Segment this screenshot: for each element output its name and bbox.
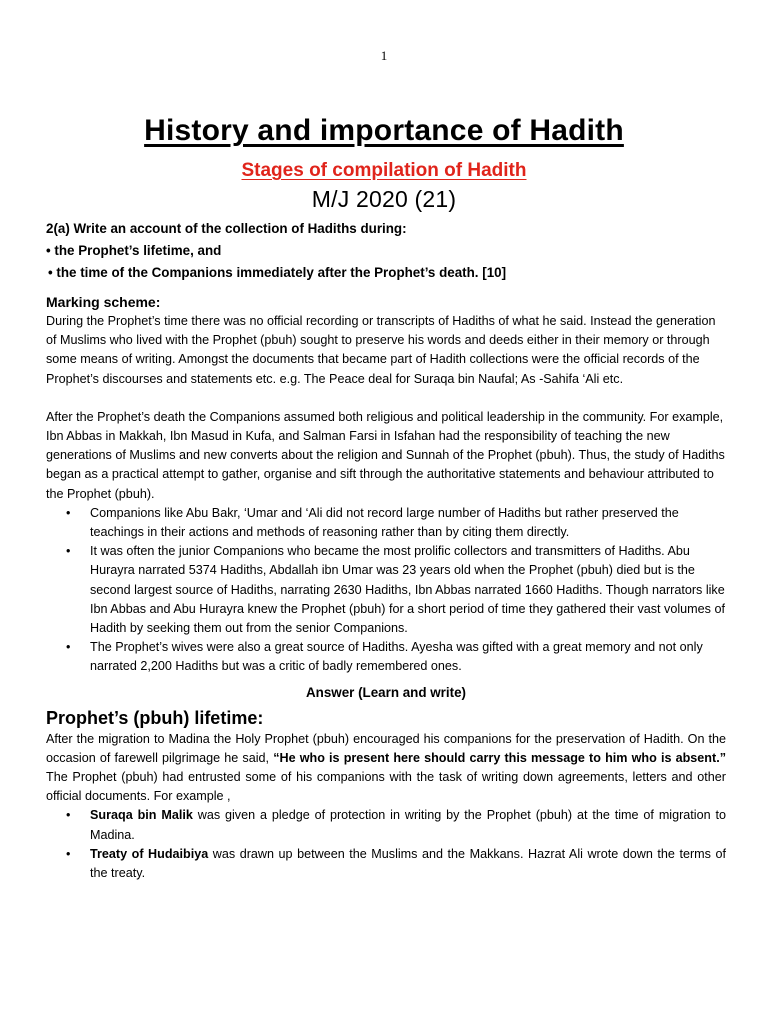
bullet-icon: • (66, 846, 71, 861)
content-body (46, 218, 726, 883)
farewell-quote: “He who is present here should carry this message to him who is absent.” (273, 750, 726, 765)
list-item-text: The Prophet’s wives were also a great source of Hadiths. Ayesha was gifted with a great memory and not only narrated 2,200 Hadiths but was a critic of badly remembered ones. (90, 640, 703, 674)
marking-scheme-paragraph-1: During the Prophet’s time there was no official recording or transcripts of Hadiths of what he said. Instead the generation of Muslims who lived with the Prophet (pbuh) sought to preserve his words and deeds either in their memory or through some means of writing. Amongst the documents that became part of Hadith collections were the official records of the Prophet’s discourses and statements etc. e.g. The Peace deal for Suraqa bin Naufal; As -Sahifa ‘Ali etc. (46, 314, 716, 386)
document-title: History and importance of Hadith (144, 114, 624, 147)
list-item-text: It was often the junior Companions who became the most prolific collectors and transmitters of Hadiths. Abu Hurayra narrated 5374 Hadiths, Abdallah ibn Umar was 23 years old when the Prophet (pbuh) died but is the second largest source of Hadiths, narrating 2630 Hadiths, Ibn Abbas narrated 1660 Hadiths. Though narrators like Ibn Abbas and Abu Hurayra knew the Prophet (pbuh) for a short period of time they gathered their vast volumes of Hadith by seeking them out from the senior Companions. (90, 544, 725, 636)
list-item (46, 542, 726, 638)
list-item (46, 638, 726, 676)
bullet-icon: • (66, 640, 71, 655)
list-item-text: was given a pledge of protection in writing by the Prophet (pbuh) at the time of migration to Madina. (90, 808, 726, 842)
list-item-bold: Treaty of Hudaibiya (90, 846, 209, 861)
marking-scheme-paragraph-2: After the Prophet’s death the Companions assumed both religious and political leadership in the community. For example, Ibn Abbas in Makkah, Ibn Masud in Kufa, and Salman Farsi in Isfahan had the responsibility of teaching the new generations of Muslims and new converts about the religion and Sunnah of the Prophet (pbuh). Thus, the study of Hadiths began as a practical attempt to gather, organise and sift through the authoritative statements and behaviour attributed to the Prophet (pbuh). (46, 409, 725, 501)
list-item (46, 504, 726, 542)
question-prompt: 2(a) Write an account of the collection of Hadiths during: (46, 221, 407, 236)
list-item-text: was drawn up between the Muslims and the Makkans. Hazrat Ali wrote down the terms of the treaty. (90, 846, 726, 881)
bullet-icon: • (66, 544, 71, 559)
list-item (46, 845, 726, 883)
answer-heading: Answer (Learn and write) (306, 684, 466, 700)
question-part-1: • the Prophet’s lifetime, and (46, 243, 222, 258)
paragraph-gap (46, 389, 726, 408)
list-item-bold: Suraqa bin Malik (90, 808, 193, 823)
answer-text-continued: The Prophet (pbuh) had entrusted some of his companions with the task of writing down agreements, letters and other official documents. For example , (46, 770, 726, 804)
list-item (46, 806, 726, 844)
page-number: 1 (380, 48, 388, 63)
answer-paragraph (46, 730, 726, 807)
question-block (46, 218, 726, 284)
question-part-2: • the time of the Companions immediately after the Prophet’s death. [10] (48, 265, 507, 280)
marking-scheme-bullet-list (46, 504, 726, 677)
document-subtitle: Stages of compilation of Hadith (241, 160, 527, 181)
list-item-text: Companions like Abu Bakr, ‘Umar and ‘Ali did not record large number of Hadiths but rather preserved the teachings in their actions and methods of reasoning rather than by citing them directly. (90, 505, 679, 540)
answer-bullet-list (46, 806, 726, 883)
bullet-icon: • (66, 808, 71, 823)
marking-scheme-heading: Marking scheme: (46, 294, 161, 310)
section-heading-lifetime: Prophet’s (pbuh) lifetime: (46, 707, 264, 728)
bullet-icon: • (66, 505, 71, 520)
exam-session: M/J 2020 (21) (311, 186, 457, 212)
answer-text-intro: After the migration to Madina the Holy Prophet (pbuh) encouraged his companions for the preservation of Hadith. On the occasion of farewell pilgrimage he said, (46, 731, 726, 765)
